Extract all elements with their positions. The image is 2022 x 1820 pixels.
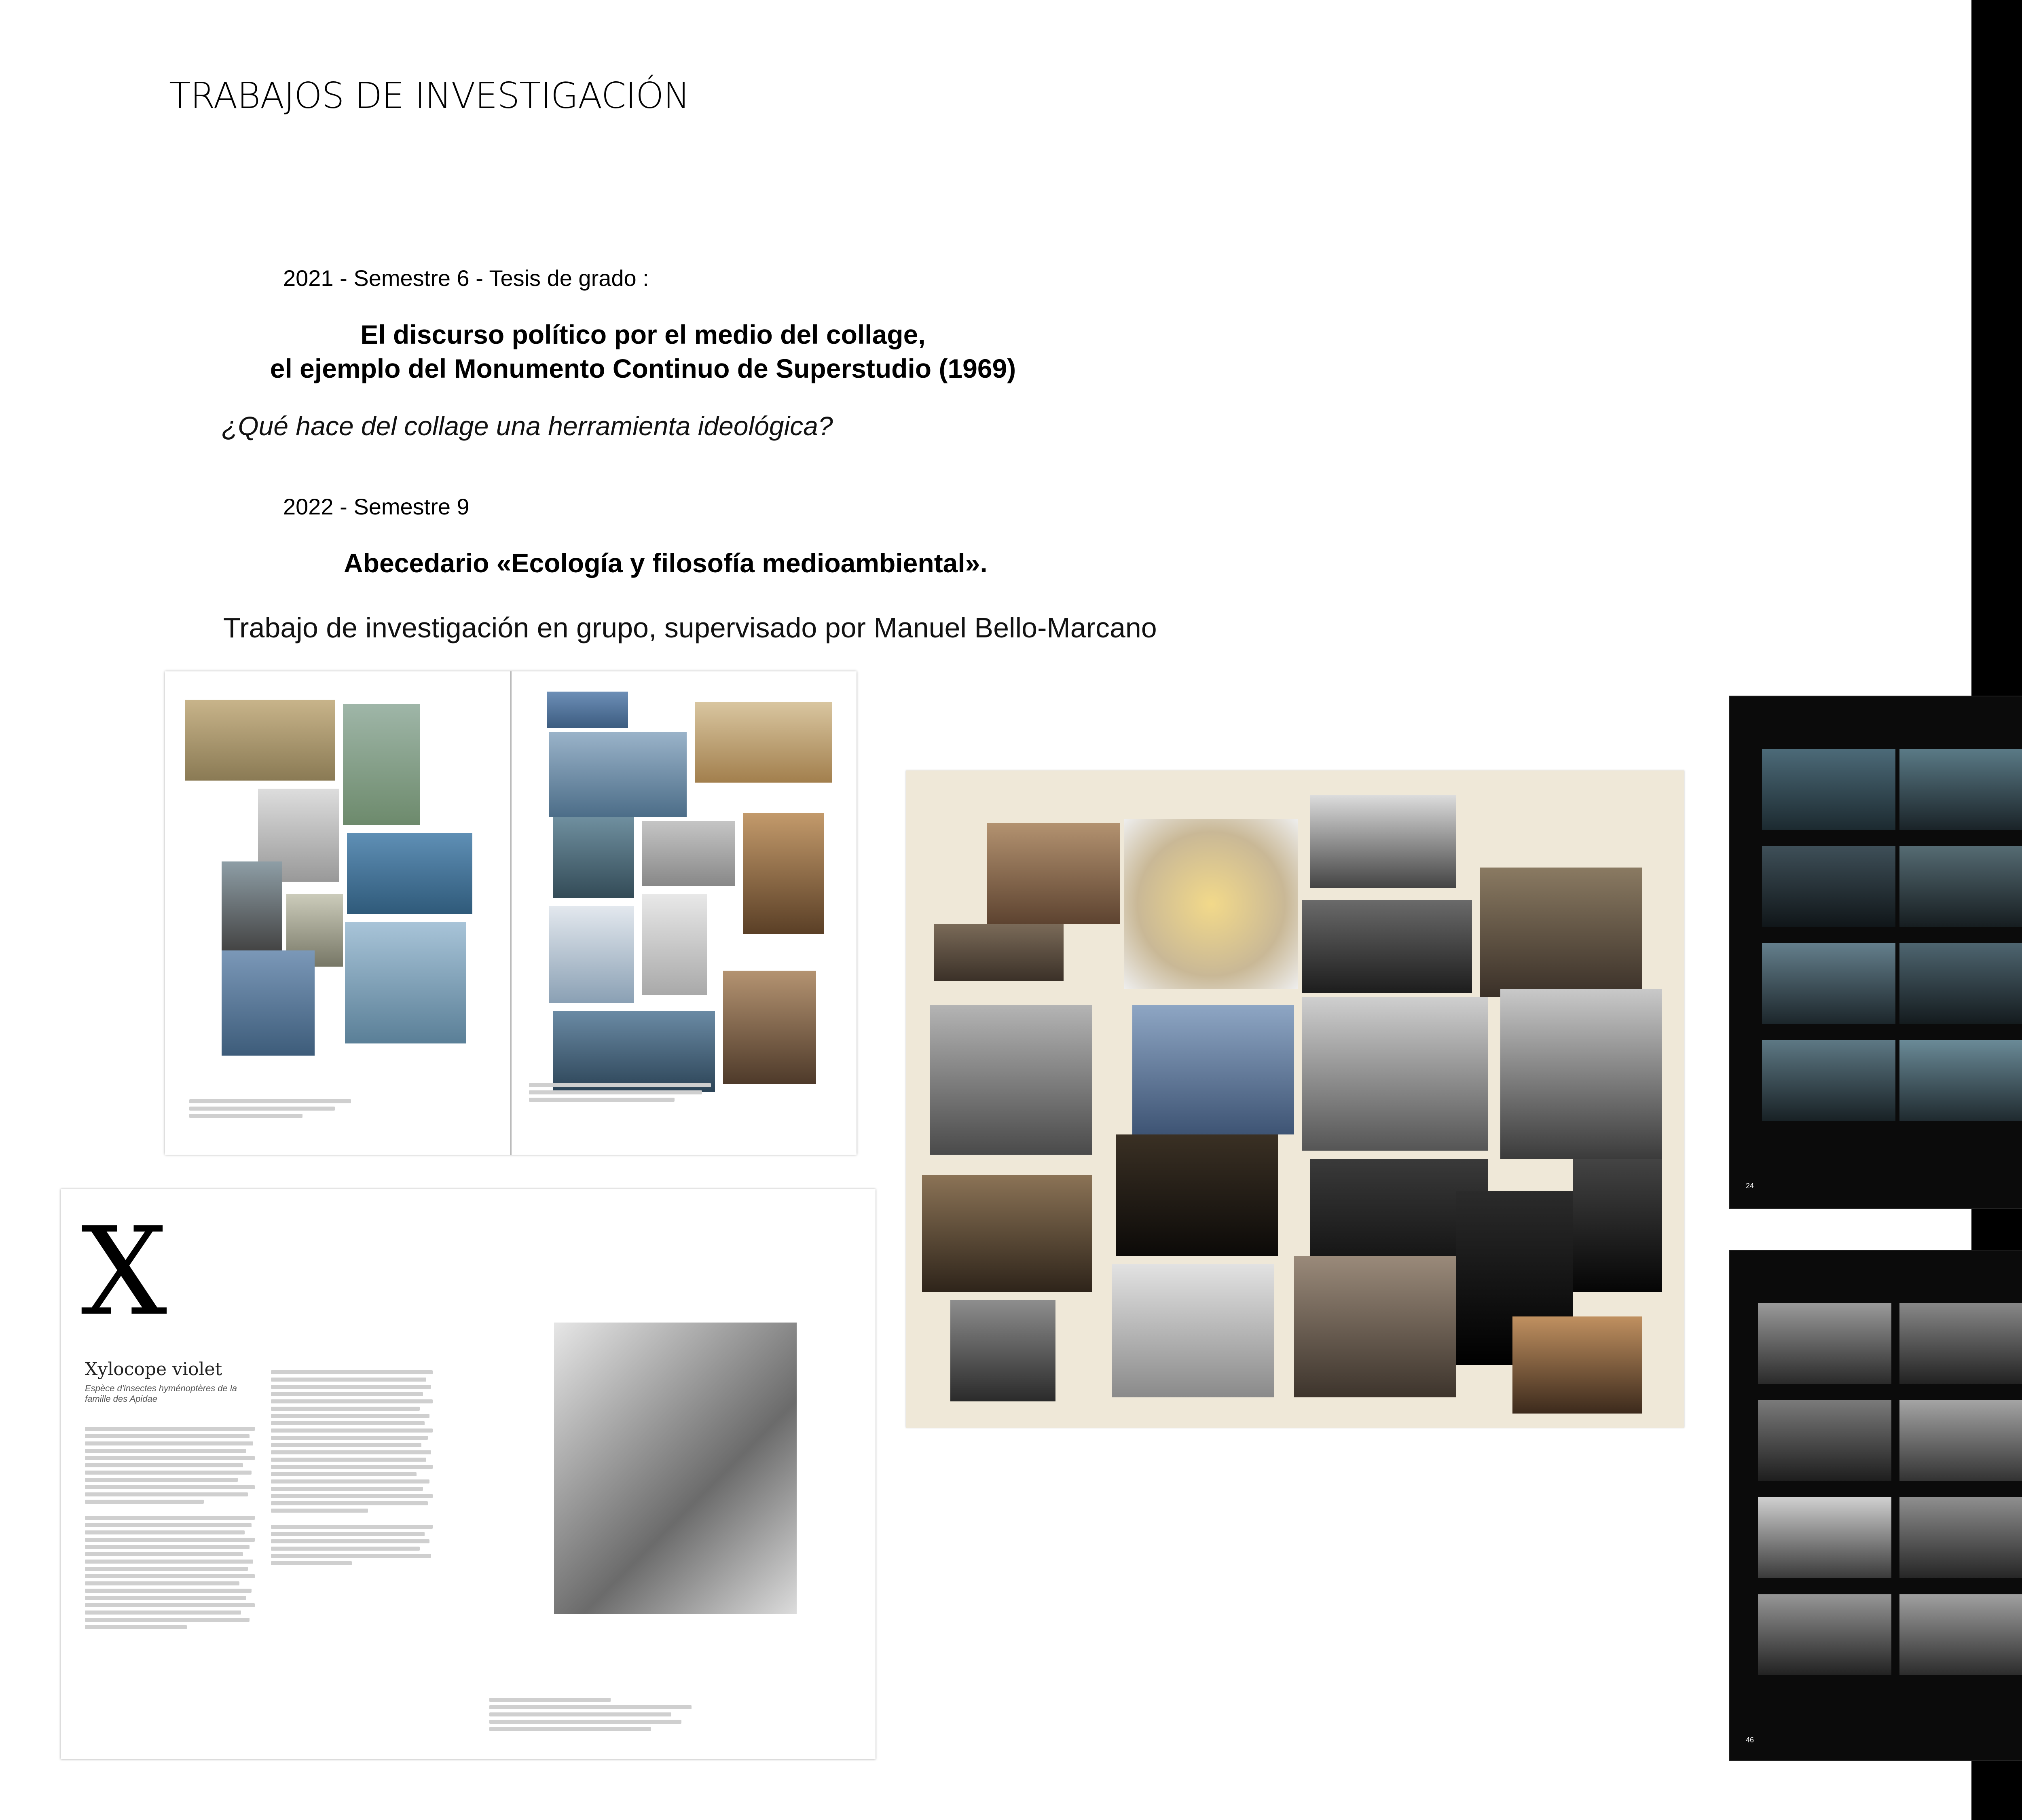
- film-still: [1899, 1594, 2022, 1675]
- spread-gutter: [510, 671, 512, 1155]
- abecedario-letter: X: [81, 1201, 167, 1342]
- page-number-left: 46: [1746, 1736, 1754, 1744]
- entry-title: Xylocope violet: [85, 1359, 222, 1380]
- pinned-image: [987, 823, 1120, 924]
- abecedario-meta: 2022 - Semestre 9: [283, 494, 470, 519]
- collage-image: [723, 971, 816, 1084]
- pinned-image: [1512, 1316, 1642, 1414]
- collage-image: [549, 732, 687, 817]
- film-still: [1762, 943, 1895, 1024]
- pinned-image: [934, 924, 1064, 981]
- bibliography-text: [489, 1695, 692, 1734]
- film-still: [1758, 1400, 1891, 1481]
- collage-image: [695, 702, 832, 783]
- page-number-left: 24: [1746, 1182, 1754, 1190]
- entry-body-column-2: [271, 1367, 433, 1568]
- collage-image: [222, 950, 315, 1056]
- film-still: [1899, 1497, 2022, 1578]
- collage-image: [222, 861, 282, 950]
- entry-body-column-1: [85, 1424, 255, 1632]
- pinned-image: [1302, 900, 1472, 993]
- collage-image: [547, 692, 628, 728]
- pinned-image: [1302, 997, 1488, 1151]
- pinned-image: [1132, 1005, 1294, 1134]
- pinned-image: [1112, 1264, 1274, 1397]
- pinned-image: [922, 1175, 1092, 1292]
- pinned-image: [1500, 989, 1662, 1159]
- film-still: [1758, 1594, 1891, 1675]
- collage-image: [343, 704, 420, 825]
- collage-image: [743, 813, 824, 934]
- film-still: [1899, 1400, 2022, 1481]
- abecedario-description: Trabajo de investigación en grupo, supervisado por Manuel Bello-Marcano: [223, 612, 1157, 643]
- thesis-title-line2: el ejemplo del Monumento Continuo de Superstudio (1969): [270, 353, 1016, 383]
- abecedario-page: [61, 1189, 876, 1759]
- pinboard-photo: [906, 770, 1684, 1428]
- film-still: [1758, 1497, 1891, 1578]
- collage-image: [185, 700, 335, 781]
- section-heading: TRABAJOS DE INVESTIGACIÓN: [169, 75, 690, 116]
- caption-text: [189, 1096, 351, 1120]
- film-still: [1762, 1040, 1895, 1121]
- bee-illustration: [554, 1323, 797, 1614]
- thesis-title-line1: El discurso político por el medio del collage,: [360, 320, 926, 349]
- thesis-question: ¿Qué hace del collage una herramienta ideológica?: [222, 411, 833, 441]
- film-still: [1762, 846, 1895, 927]
- pinned-image: [1116, 1134, 1278, 1256]
- film-still: [1899, 846, 2022, 927]
- filmstrip-page-1: [1729, 696, 2022, 1209]
- collage-image: [642, 894, 707, 995]
- thesis-title: [186, 317, 1100, 385]
- pinned-image: [1124, 819, 1298, 989]
- film-still: [1899, 749, 2022, 830]
- collage-image: [345, 922, 466, 1043]
- collage-image: [549, 906, 634, 1003]
- pinned-image: [1310, 795, 1456, 888]
- pinned-image: [1573, 1159, 1662, 1292]
- abecedario-title: Abecedario «Ecología y filosofía medioambiental».: [344, 548, 988, 578]
- pinned-image: [1480, 868, 1642, 997]
- caption-text: [529, 1080, 711, 1108]
- film-still: [1762, 749, 1895, 830]
- collage-book-spread: [165, 671, 857, 1155]
- film-still: [1899, 1040, 2022, 1121]
- film-still: [1899, 1303, 2022, 1384]
- thesis-meta: 2021 - Semestre 6 - Tesis de grado :: [283, 265, 649, 291]
- entry-subtitle: Espèce d'insectes hyménoptères de la famille des Apidae: [85, 1383, 237, 1404]
- pinned-image: [930, 1005, 1092, 1155]
- collage-image: [553, 817, 634, 898]
- film-still: [1758, 1303, 1891, 1384]
- collage-image: [642, 821, 735, 886]
- film-still: [1899, 943, 2022, 1024]
- collage-image: [347, 833, 472, 914]
- pinned-image: [1294, 1256, 1456, 1397]
- filmstrip-page-2: [1729, 1250, 2022, 1761]
- pinned-image: [950, 1300, 1055, 1401]
